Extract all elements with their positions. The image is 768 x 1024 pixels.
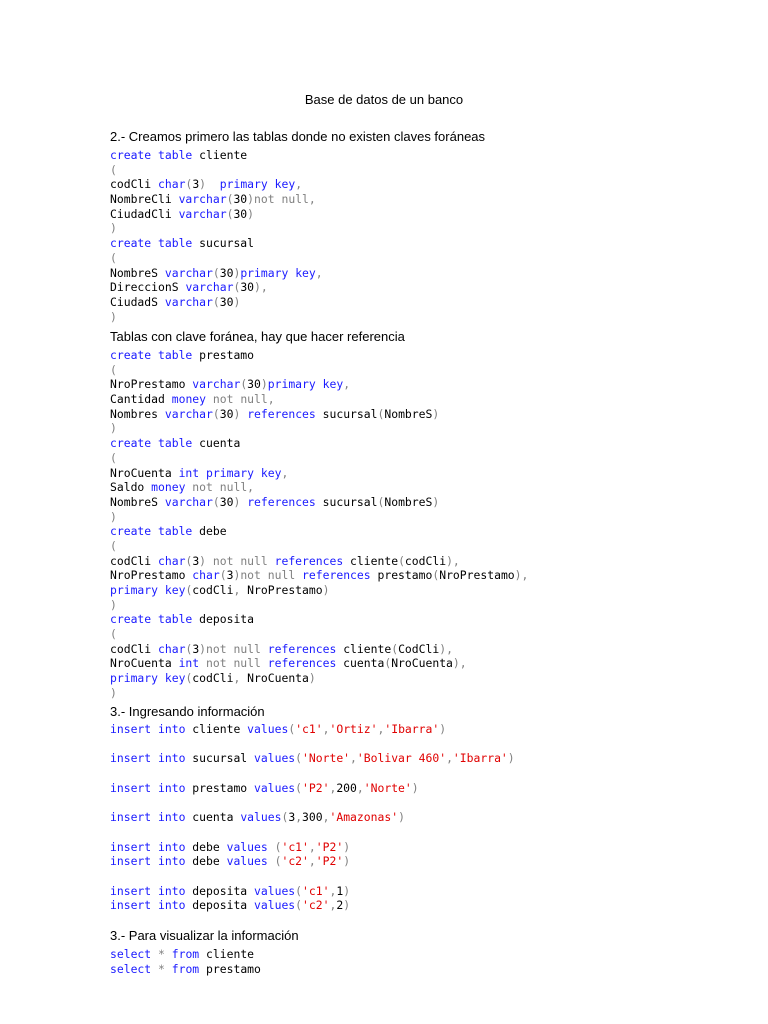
code-token: 'c2' (281, 854, 309, 869)
code-token: 'Ortiz' (329, 722, 378, 736)
code-line (110, 825, 515, 840)
code-token: char (158, 177, 186, 192)
code-token: ( (274, 854, 282, 869)
code-token: not null, (185, 480, 255, 495)
code-token: , (356, 780, 364, 795)
code-token: codCli (110, 641, 159, 656)
code-token: 1 (336, 883, 344, 898)
code-token: , (350, 751, 357, 766)
code-line (110, 869, 515, 884)
code-token: CiudadCli (110, 206, 179, 221)
code-line (110, 642, 528, 657)
code-line (110, 295, 323, 310)
code-token: ( (219, 568, 227, 583)
code-token: ) (411, 780, 419, 795)
code-token: primary key (110, 583, 186, 597)
code-token: 3 (192, 553, 200, 568)
code-token: ) (343, 854, 351, 869)
code-token: debe (185, 839, 227, 854)
code-token: ) (110, 221, 117, 236)
code-token: not null (206, 641, 268, 656)
code-token: 'P2' (315, 839, 344, 854)
code-token: 'c1' (281, 839, 309, 854)
code-token: debe (192, 524, 227, 539)
code-token: 'Norte' (363, 780, 412, 795)
code-line (110, 280, 323, 295)
code-token: NroPrestamo (439, 568, 515, 583)
code-token: ( (295, 883, 303, 898)
code-token: ( (288, 722, 296, 736)
code-token: ( (281, 810, 289, 825)
code-token: create table (110, 524, 193, 539)
code-token: DireccionS (110, 280, 186, 295)
code-line (110, 539, 528, 554)
code-token: primary key (240, 265, 316, 280)
code-token: , (233, 671, 241, 686)
code-token: cliente (199, 947, 255, 961)
code-line (110, 163, 323, 178)
code-token: values (254, 780, 296, 795)
code-token: ), (439, 641, 453, 656)
code-line (110, 466, 528, 481)
code-token: ( (377, 406, 385, 421)
code-token: prestamo (192, 348, 255, 362)
code-token: ( (274, 839, 282, 854)
code-token: ( (185, 641, 193, 656)
code-line (110, 568, 528, 583)
code-line (110, 583, 528, 598)
code-line (110, 310, 323, 325)
code-token: prestamo (370, 568, 433, 583)
code-token: , (329, 780, 337, 795)
code-token: codCli (192, 583, 234, 597)
code-token: varchar (185, 280, 234, 295)
code-token: , (308, 839, 316, 854)
code-token: primary key (110, 671, 186, 686)
code-token: ( (226, 206, 234, 221)
code-token (268, 840, 275, 854)
code-token: ) (507, 751, 515, 766)
section-heading-select: 3.- Para visualizar la información (110, 928, 299, 943)
code-token: , (308, 854, 316, 869)
code-token: codCli (110, 177, 159, 192)
code-token (206, 177, 220, 191)
code-token: , (322, 722, 330, 736)
code-token: 'P2' (315, 854, 344, 869)
code-token: , (322, 810, 330, 825)
code-token: ) (233, 406, 241, 421)
code-token: NroCuenta (110, 656, 179, 671)
code-line (110, 795, 515, 810)
code-token: ) (398, 810, 405, 825)
code-token: cuenta (185, 810, 241, 825)
code-token: references (247, 406, 316, 421)
code-token: cuenta (336, 656, 385, 671)
code-token: 30 (247, 377, 261, 392)
section-heading-insert: 3.- Ingresando información (110, 704, 265, 719)
code-token: ) (199, 553, 207, 568)
code-token: ( (185, 553, 193, 568)
code-token: ( (384, 656, 392, 671)
code-token: insert into (110, 751, 186, 766)
code-token: insert into (110, 780, 186, 795)
code-token: ( (295, 780, 303, 795)
code-token: NroCuenta (240, 671, 309, 686)
code-token: , (233, 583, 241, 597)
code-token: references (267, 656, 337, 671)
code-line (110, 524, 528, 539)
code-token: NroPrestamo (110, 568, 193, 583)
code-token: ( (226, 192, 234, 207)
code-token: CodCli (398, 641, 440, 656)
code-token: , (315, 265, 323, 280)
code-token: ) (110, 421, 117, 436)
code-token: NroPrestamo (240, 583, 323, 597)
code-token: references (267, 641, 337, 656)
code-line (110, 656, 528, 671)
code-token: ) (343, 839, 351, 854)
code-token: ( (233, 280, 241, 295)
code-token: from (171, 961, 200, 976)
code-token: NroCuenta (110, 465, 179, 480)
code-token: cuenta (192, 436, 241, 451)
code-token: , (329, 883, 337, 898)
code-token: values (240, 810, 282, 825)
code-token: NroCuenta (391, 656, 453, 671)
code-token: values (254, 898, 296, 913)
code-token: ( (110, 162, 117, 177)
code-token: , (446, 751, 453, 766)
code-token: ( (432, 568, 440, 583)
code-token: ( (295, 898, 303, 913)
code-token: char (158, 553, 186, 568)
code-token: ( (377, 494, 385, 509)
code-token: create table (110, 236, 193, 251)
code-token: CiudadS (110, 294, 165, 309)
code-token: 300 (302, 810, 323, 825)
code-token: , (329, 898, 337, 913)
code-token: 3 (288, 810, 296, 825)
code-token: Nombres (110, 406, 165, 421)
code-line (110, 810, 515, 825)
code-token: ), (254, 280, 268, 295)
code-token: insert into (110, 898, 186, 913)
code-line (110, 451, 528, 466)
code-line (110, 722, 515, 737)
code-token: NombreCli (110, 192, 179, 207)
code-token: insert into (110, 883, 186, 898)
code-token: , (343, 377, 351, 392)
code-line (110, 751, 515, 766)
code-token: ) (110, 509, 117, 524)
code-token: 30 (233, 206, 248, 221)
code-token: sucursal (185, 751, 255, 766)
code-token: create table (110, 612, 193, 627)
code-token: ( (185, 583, 193, 597)
code-token: ) (199, 641, 207, 656)
code-token: ( (110, 538, 117, 553)
code-token: ) (110, 597, 117, 612)
document-title: Base de datos de un banco (304, 92, 464, 107)
code-token: not null (199, 656, 268, 671)
code-token: ) (110, 685, 117, 700)
code-token (268, 854, 275, 868)
code-token: sucursal (192, 236, 255, 251)
code-line (110, 148, 323, 163)
code-token: 3 (192, 177, 200, 192)
code-token: NombreS (384, 494, 433, 509)
code-token: ) (343, 898, 351, 913)
code-token: varchar (178, 192, 227, 207)
code-token: varchar (164, 406, 213, 421)
code-line (110, 627, 528, 642)
code-token: insert into (110, 722, 186, 736)
code-token: insert into (110, 854, 186, 869)
code-token: prestamo (199, 961, 261, 976)
code-token: 'Bolivar 460' (356, 751, 447, 766)
code-token: prestamo (185, 780, 255, 795)
code-token: ( (212, 294, 220, 309)
code-token: values (254, 883, 296, 898)
code-token: create table (110, 348, 193, 362)
code-token: cliente (185, 722, 248, 736)
code-token: ) (343, 883, 351, 898)
code-token: not null, (254, 192, 316, 207)
code-token: deposita (192, 612, 255, 627)
code-token: references (274, 553, 344, 568)
code-token: ) (110, 309, 117, 324)
code-token: int (178, 656, 200, 671)
code-token: ( (185, 177, 193, 192)
code-token: create table (110, 436, 193, 451)
code-token: ( (391, 641, 399, 656)
code-token: sucursal (315, 406, 378, 421)
code-token: debe (185, 854, 227, 869)
code-token: ( (110, 627, 117, 642)
code-line (110, 947, 261, 962)
code-token: varchar (164, 265, 213, 280)
code-line (110, 421, 528, 436)
code-token: insert into (110, 839, 186, 854)
code-line (110, 177, 323, 192)
code-token: ) (439, 722, 447, 736)
code-token: insert into (110, 810, 186, 825)
code-token: codCli (404, 553, 447, 568)
code-token: , (295, 177, 303, 192)
code-token: varchar (192, 377, 241, 392)
code-token: cliente (192, 148, 248, 162)
code-token: 200 (336, 780, 357, 795)
code-line (110, 612, 528, 627)
code-token: NombreS (110, 265, 165, 280)
code-token: ( (110, 250, 117, 265)
code-token: Cantidad (110, 392, 172, 407)
code-token: cliente (336, 641, 392, 656)
code-token: create table (110, 148, 193, 162)
code-line (110, 598, 528, 613)
code-token: 30 (219, 494, 234, 509)
code-token: ( (398, 553, 405, 568)
code-token: values (247, 722, 289, 736)
code-token: 3 (192, 641, 200, 656)
code-line (110, 480, 528, 495)
code-token: 30 (219, 294, 234, 309)
code-token: not null, (206, 392, 275, 407)
code-line (110, 236, 323, 251)
code-token: , (281, 465, 289, 480)
code-token: char (158, 641, 186, 656)
code-token: 30 (240, 280, 255, 295)
code-token: sucursal (315, 494, 378, 509)
code-token: ), (514, 568, 529, 583)
code-line (110, 737, 515, 752)
code-line (110, 392, 528, 407)
code-token: codCli (192, 671, 234, 686)
code-line (110, 510, 528, 525)
code-line (110, 840, 515, 855)
code-line (110, 407, 528, 422)
code-block-tables-no-fk (110, 148, 323, 324)
code-token: 'Amazonas' (329, 810, 399, 825)
code-token: ( (110, 362, 117, 377)
code-token: select (110, 947, 152, 961)
code-token: select (110, 961, 152, 976)
code-token: values (226, 854, 268, 869)
code-token: ) (199, 177, 207, 192)
code-token: Saldo (110, 480, 152, 495)
code-token: ( (295, 751, 303, 766)
code-token: primary key (219, 177, 296, 192)
code-token: 'Ibarra' (384, 722, 440, 736)
code-token: 'c1' (302, 883, 330, 898)
code-token: ) (308, 671, 316, 686)
code-token: primary key (267, 377, 344, 392)
code-token: 2 (336, 898, 344, 913)
code-token: values (226, 839, 268, 854)
code-token: 3 (226, 568, 234, 583)
code-token: codCli (110, 553, 159, 568)
section-heading-tables-no-fk: 2.- Creamos primero las tablas donde no existen claves foráneas (110, 129, 486, 144)
code-token: varchar (164, 294, 213, 309)
code-token: 'P2' (302, 780, 330, 795)
code-token: 30 (219, 265, 234, 280)
code-token: ( (110, 450, 117, 465)
code-line (110, 671, 528, 686)
code-token: varchar (164, 494, 213, 509)
code-token: NroPrestamo (110, 377, 193, 392)
code-block-insert (110, 722, 515, 913)
code-token: money (171, 392, 207, 407)
code-token: ), (452, 656, 467, 671)
code-token: ) (247, 206, 255, 221)
code-line (110, 962, 261, 977)
code-token: ( (240, 377, 248, 392)
code-line (110, 348, 528, 363)
code-line (110, 766, 515, 781)
code-line (110, 554, 528, 569)
code-token: * (151, 947, 172, 961)
code-token: 30 (219, 406, 234, 421)
section-heading-tables-fk: Tablas con clave foránea, hay que hacer referencia (110, 329, 405, 344)
code-token: from (171, 947, 200, 961)
code-token: ( (212, 265, 220, 280)
code-token: references (247, 494, 316, 509)
code-token: int primary key (178, 465, 282, 480)
code-token: ( (185, 671, 193, 686)
code-token: char (192, 568, 220, 583)
code-token: 'Ibarra' (452, 751, 508, 766)
code-token: ) (432, 494, 440, 509)
code-token: 'Norte' (302, 751, 351, 766)
code-token: deposita (185, 883, 255, 898)
code-token: values (254, 751, 296, 766)
code-line (110, 781, 515, 796)
code-token: not null (206, 553, 275, 568)
code-line (110, 495, 528, 510)
code-token: ) (322, 583, 330, 597)
code-line (110, 854, 515, 869)
code-token: ) (233, 568, 241, 583)
code-token: ) (233, 294, 241, 309)
code-line (110, 898, 515, 913)
code-token: varchar (178, 206, 227, 221)
code-line (110, 192, 323, 207)
code-token: ) (247, 192, 255, 207)
code-token: money (151, 480, 186, 495)
code-token: 'c2' (302, 898, 330, 913)
code-token: not null (240, 568, 303, 583)
code-token: 30 (233, 192, 248, 207)
code-token: deposita (185, 898, 255, 913)
code-line (110, 686, 528, 701)
code-token: NombreS (384, 406, 433, 421)
code-token: 'c1' (295, 722, 323, 736)
code-line (110, 251, 323, 266)
code-line (110, 884, 515, 899)
code-token: ), (446, 553, 460, 568)
code-token: , (377, 722, 385, 736)
code-token: cliente (343, 553, 399, 568)
code-token: ) (233, 265, 241, 280)
code-token: NombreS (110, 494, 165, 509)
code-line (110, 377, 528, 392)
code-line (110, 436, 528, 451)
code-token: ) (260, 377, 268, 392)
code-line (110, 363, 528, 378)
code-line (110, 266, 323, 281)
code-token: ) (233, 494, 241, 509)
code-line (110, 207, 323, 222)
code-block-tables-fk (110, 348, 528, 701)
code-token: , (295, 810, 303, 825)
code-token: ( (212, 494, 220, 509)
code-block-select (110, 947, 261, 976)
code-token: ( (212, 406, 220, 421)
code-token: references (302, 568, 371, 583)
code-token: * (151, 961, 172, 976)
code-line (110, 221, 323, 236)
code-token: ) (432, 406, 440, 421)
